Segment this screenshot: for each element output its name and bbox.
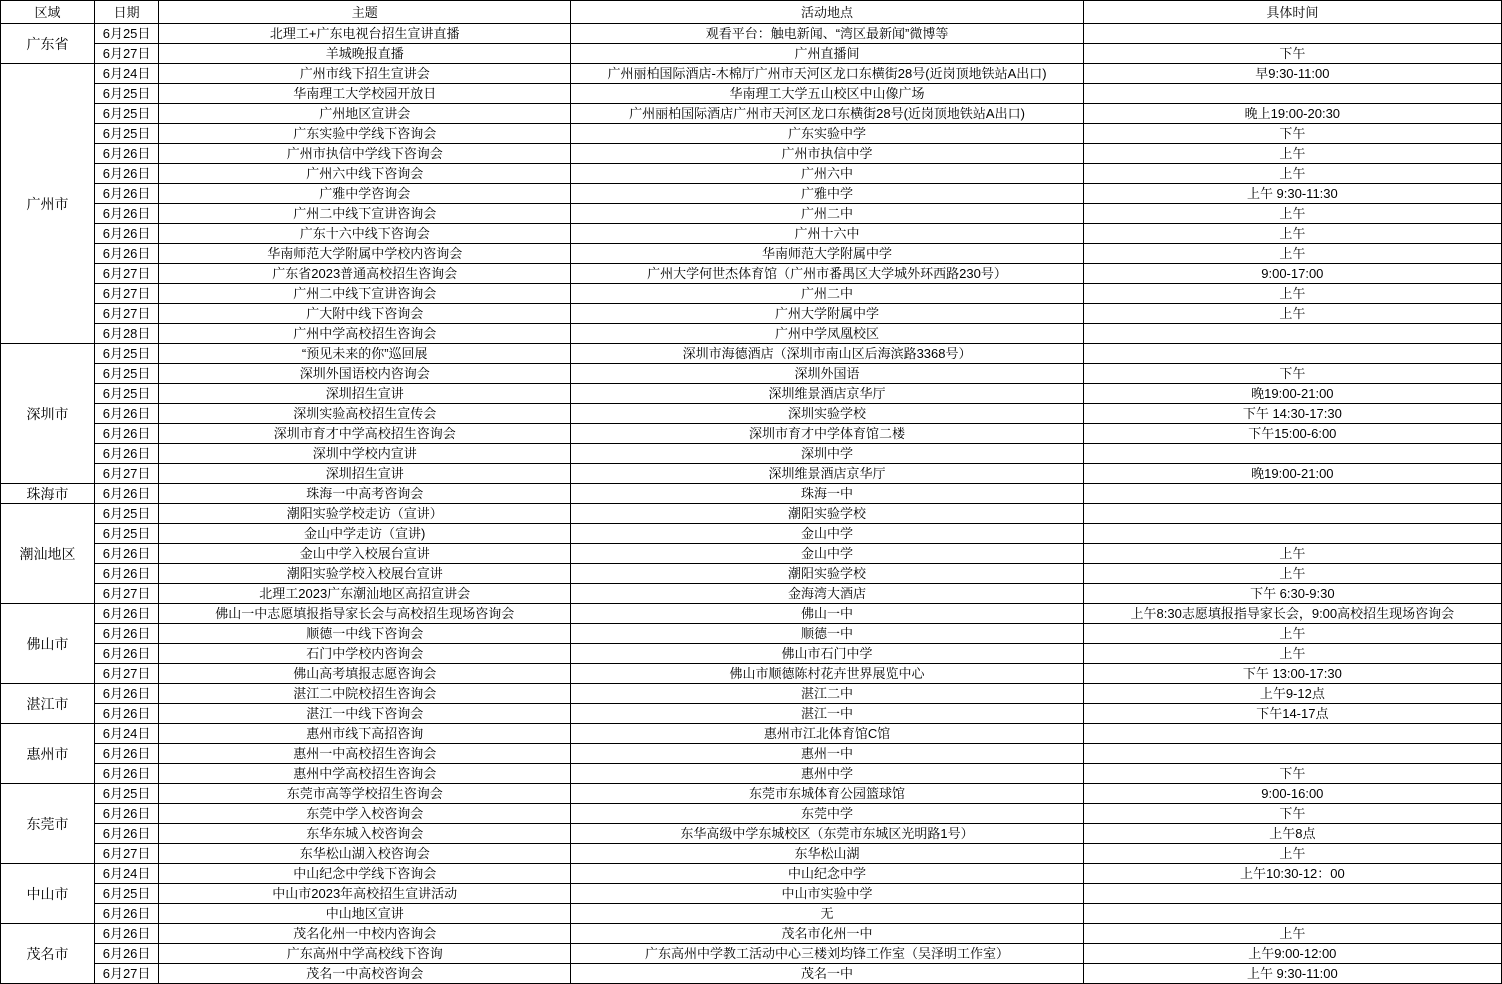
time-cell: 下午14-17点: [1083, 704, 1501, 724]
topic-cell: 深圳市育才中学高校招生咨询会: [159, 424, 571, 444]
place-cell: 广州大学何世杰体育馆（广州市番禺区大学城外环西路230号）: [571, 264, 1083, 284]
place-cell: 佛山市顺德陈村花卉世界展览中心: [571, 664, 1083, 684]
topic-cell: 惠州中学高校招生咨询会: [159, 764, 571, 784]
time-cell: 晚19:00-21:00: [1083, 464, 1501, 484]
date-cell: 6月27日: [95, 264, 159, 284]
date-cell: 6月25日: [95, 344, 159, 364]
date-cell: 6月26日: [95, 484, 159, 504]
table-row: [1, 724, 1502, 744]
time-cell: 上午8点: [1083, 824, 1501, 844]
place-cell: 茂名一中: [571, 964, 1083, 984]
topic-cell: 东华东城入校咨询会: [159, 824, 571, 844]
topic-cell: 潮阳实验学校入校展台宣讲: [159, 564, 571, 584]
time-cell: 9:00-17:00: [1083, 264, 1501, 284]
place-cell: 惠州一中: [571, 744, 1083, 764]
table-row: [1, 444, 1502, 464]
place-cell: 中山市实验中学: [571, 884, 1083, 904]
topic-cell: “预见未来的你”巡回展: [159, 344, 571, 364]
place-cell: 深圳市海德酒店（深圳市南山区后海滨路3368号）: [571, 344, 1083, 364]
table-row: [1, 404, 1502, 424]
topic-cell: 佛山高考填报志愿咨询会: [159, 664, 571, 684]
table-row: [1, 864, 1502, 884]
time-cell: 下午 14:30-17:30: [1083, 404, 1501, 424]
date-cell: 6月26日: [95, 704, 159, 724]
table-row: [1, 364, 1502, 384]
date-cell: 6月25日: [95, 124, 159, 144]
date-cell: 6月26日: [95, 224, 159, 244]
time-cell: 上午: [1083, 144, 1501, 164]
topic-cell: 茂名一中高校咨询会: [159, 964, 571, 984]
topic-cell: 羊城晚报直播: [159, 44, 571, 64]
place-cell: 金山中学: [571, 524, 1083, 544]
topic-cell: 广州中学高校招生咨询会: [159, 324, 571, 344]
topic-cell: 广州二中线下宣讲咨询会: [159, 204, 571, 224]
topic-cell: 深圳实验高校招生宣传会: [159, 404, 571, 424]
date-cell: 6月28日: [95, 324, 159, 344]
table-row: [1, 524, 1502, 544]
topic-cell: 广东高州中学高校线下咨询: [159, 944, 571, 964]
date-cell: 6月25日: [95, 24, 159, 44]
topic-cell: 东莞中学入校咨询会: [159, 804, 571, 824]
table-row: [1, 424, 1502, 444]
topic-cell: 佛山一中志愿填报指导家长会与高校招生现场咨询会: [159, 604, 571, 624]
date-cell: 6月25日: [95, 384, 159, 404]
topic-cell: 深圳中学校内宣讲: [159, 444, 571, 464]
region-cell: 深圳市: [1, 344, 95, 484]
table-row: [1, 764, 1502, 784]
date-cell: 6月26日: [95, 244, 159, 264]
topic-cell: 广东实验中学线下咨询会: [159, 124, 571, 144]
date-cell: 6月26日: [95, 804, 159, 824]
date-cell: 6月27日: [95, 964, 159, 984]
place-cell: 华南师范大学附属中学: [571, 244, 1083, 264]
time-cell: 下午 13:00-17:30: [1083, 664, 1501, 684]
table-row: [1, 224, 1502, 244]
topic-cell: 中山市2023年高校招生宣讲活动: [159, 884, 571, 904]
place-cell: 顺德一中: [571, 624, 1083, 644]
column-header-date: 日期: [95, 1, 159, 24]
table-row: [1, 104, 1502, 124]
place-cell: 广东实验中学: [571, 124, 1083, 144]
place-cell: 广州丽柏国际酒店广州市天河区龙口东横街28号(近岗顶地铁站A出口): [571, 104, 1083, 124]
topic-cell: 华南理工大学校园开放日: [159, 84, 571, 104]
date-cell: 6月26日: [95, 604, 159, 624]
topic-cell: 华南师范大学附属中学校内咨询会: [159, 244, 571, 264]
column-header-place: 活动地点: [571, 1, 1083, 24]
place-cell: 东莞中学: [571, 804, 1083, 824]
date-cell: 6月27日: [95, 304, 159, 324]
topic-cell: 惠州市线下高招咨询: [159, 724, 571, 744]
table-row: [1, 824, 1502, 844]
time-cell: [1083, 84, 1501, 104]
place-cell: 佛山一中: [571, 604, 1083, 624]
date-cell: 6月25日: [95, 84, 159, 104]
region-cell: 中山市: [1, 864, 95, 924]
table-row: [1, 244, 1502, 264]
place-cell: 广州二中: [571, 284, 1083, 304]
date-cell: 6月24日: [95, 724, 159, 744]
table-row: [1, 144, 1502, 164]
table-row: [1, 164, 1502, 184]
place-cell: 东莞市东城体育公园篮球馆: [571, 784, 1083, 804]
date-cell: 6月25日: [95, 364, 159, 384]
place-cell: 潮阳实验学校: [571, 504, 1083, 524]
place-cell: 东华松山湖: [571, 844, 1083, 864]
topic-cell: 北理工+广东电视台招生宣讲直播: [159, 24, 571, 44]
region-cell: 潮汕地区: [1, 504, 95, 604]
table-row: [1, 44, 1502, 64]
time-cell: 上午: [1083, 204, 1501, 224]
table-row: [1, 884, 1502, 904]
place-cell: 深圳维景酒店京华厅: [571, 384, 1083, 404]
table-row: [1, 344, 1502, 364]
place-cell: 广州丽柏国际酒店-木棉厅广州市天河区龙口东横街28号(近岗顶地铁站A出口): [571, 64, 1083, 84]
table-row: [1, 64, 1502, 84]
table-row: [1, 484, 1502, 504]
place-cell: 广州中学凤凰校区: [571, 324, 1083, 344]
time-cell: 下午15:00-6:00: [1083, 424, 1501, 444]
time-cell: [1083, 484, 1501, 504]
time-cell: [1083, 504, 1501, 524]
place-cell: 深圳外国语: [571, 364, 1083, 384]
time-cell: 上午 9:30-11:00: [1083, 964, 1501, 984]
time-cell: 9:00-16:00: [1083, 784, 1501, 804]
table-row: [1, 384, 1502, 404]
time-cell: [1083, 904, 1501, 924]
region-cell: 茂名市: [1, 924, 95, 984]
topic-cell: 广雅中学咨询会: [159, 184, 571, 204]
table-row: [1, 684, 1502, 704]
topic-cell: 石门中学校内咨询会: [159, 644, 571, 664]
topic-cell: 广州市线下招生宣讲会: [159, 64, 571, 84]
table-row: [1, 184, 1502, 204]
topic-cell: 广东十六中线下咨询会: [159, 224, 571, 244]
table-row: [1, 904, 1502, 924]
time-cell: 上午: [1083, 644, 1501, 664]
place-cell: 惠州中学: [571, 764, 1083, 784]
topic-cell: 湛江一中线下咨询会: [159, 704, 571, 724]
topic-cell: 深圳招生宣讲: [159, 464, 571, 484]
table-row: [1, 24, 1502, 44]
date-cell: 6月27日: [95, 44, 159, 64]
topic-cell: 茂名化州一中校内咨询会: [159, 924, 571, 944]
place-cell: 惠州市江北体育馆C馆: [571, 724, 1083, 744]
table-row: [1, 644, 1502, 664]
date-cell: 6月26日: [95, 444, 159, 464]
place-cell: 佛山市石门中学: [571, 644, 1083, 664]
date-cell: 6月24日: [95, 64, 159, 84]
topic-cell: 广州二中线下宣讲咨询会: [159, 284, 571, 304]
table-row: [1, 944, 1502, 964]
table-row: [1, 564, 1502, 584]
region-cell: 珠海市: [1, 484, 95, 504]
topic-cell: 广大附中线下咨询会: [159, 304, 571, 324]
place-cell: 广雅中学: [571, 184, 1083, 204]
time-cell: 下午: [1083, 124, 1501, 144]
topic-cell: 广州六中线下咨询会: [159, 164, 571, 184]
date-cell: 6月25日: [95, 104, 159, 124]
topic-cell: 顺德一中线下咨询会: [159, 624, 571, 644]
table-row: [1, 964, 1502, 984]
place-cell: 广东高州中学教工活动中心三楼刘均锋工作室（吴泽明工作室）: [571, 944, 1083, 964]
time-cell: 上午10:30-12：00: [1083, 864, 1501, 884]
place-cell: 金海湾大酒店: [571, 584, 1083, 604]
date-cell: 6月27日: [95, 844, 159, 864]
place-cell: 湛江二中: [571, 684, 1083, 704]
date-cell: 6月26日: [95, 824, 159, 844]
place-cell: 广州十六中: [571, 224, 1083, 244]
topic-cell: 中山纪念中学线下咨询会: [159, 864, 571, 884]
table-body: [1, 24, 1502, 984]
date-cell: 6月27日: [95, 584, 159, 604]
time-cell: 上午 9:30-11:30: [1083, 184, 1501, 204]
date-cell: 6月27日: [95, 284, 159, 304]
time-cell: 晚19:00-21:00: [1083, 384, 1501, 404]
time-cell: 上午: [1083, 304, 1501, 324]
date-cell: 6月26日: [95, 744, 159, 764]
table-row: [1, 504, 1502, 524]
date-cell: 6月26日: [95, 544, 159, 564]
region-cell: 广州市: [1, 64, 95, 344]
date-cell: 6月26日: [95, 404, 159, 424]
topic-cell: 广州地区宣讲会: [159, 104, 571, 124]
topic-cell: 中山地区宣讲: [159, 904, 571, 924]
time-cell: 上午: [1083, 564, 1501, 584]
region-cell: 湛江市: [1, 684, 95, 724]
table-row: [1, 284, 1502, 304]
time-cell: 下午 6:30-9:30: [1083, 584, 1501, 604]
date-cell: 6月26日: [95, 684, 159, 704]
time-cell: 下午: [1083, 364, 1501, 384]
table-row: [1, 584, 1502, 604]
time-cell: 上午9-12点: [1083, 684, 1501, 704]
date-cell: 6月26日: [95, 644, 159, 664]
table-row: [1, 924, 1502, 944]
place-cell: 广州直播间: [571, 44, 1083, 64]
date-cell: 6月26日: [95, 944, 159, 964]
place-cell: 深圳实验学校: [571, 404, 1083, 424]
table-row: [1, 124, 1502, 144]
date-cell: 6月26日: [95, 144, 159, 164]
time-cell: 下午: [1083, 804, 1501, 824]
table-row: [1, 744, 1502, 764]
table-row: [1, 464, 1502, 484]
time-cell: 下午: [1083, 44, 1501, 64]
place-cell: 无: [571, 904, 1083, 924]
topic-cell: 东华松山湖入校咨询会: [159, 844, 571, 864]
time-cell: 上午: [1083, 844, 1501, 864]
date-cell: 6月27日: [95, 664, 159, 684]
table-row: [1, 264, 1502, 284]
time-cell: [1083, 444, 1501, 464]
time-cell: 上午: [1083, 224, 1501, 244]
time-cell: 上午: [1083, 244, 1501, 264]
place-cell: 广州大学附属中学: [571, 304, 1083, 324]
table-row: [1, 804, 1502, 824]
date-cell: 6月25日: [95, 784, 159, 804]
topic-cell: 广州市执信中学线下咨询会: [159, 144, 571, 164]
date-cell: 6月26日: [95, 164, 159, 184]
date-cell: 6月26日: [95, 424, 159, 444]
date-cell: 6月26日: [95, 624, 159, 644]
region-cell: 惠州市: [1, 724, 95, 784]
date-cell: 6月25日: [95, 524, 159, 544]
date-cell: 6月26日: [95, 184, 159, 204]
topic-cell: 湛江二中院校招生咨询会: [159, 684, 571, 704]
table-header: [1, 1, 1502, 24]
topic-cell: 惠州一中高校招生咨询会: [159, 744, 571, 764]
table-row: [1, 84, 1502, 104]
date-cell: 6月26日: [95, 764, 159, 784]
time-cell: [1083, 724, 1501, 744]
topic-cell: 北理工2023广东潮汕地区高招宣讲会: [159, 584, 571, 604]
place-cell: 金山中学: [571, 544, 1083, 564]
time-cell: 上午: [1083, 624, 1501, 644]
table-row: [1, 204, 1502, 224]
table-row: [1, 624, 1502, 644]
topic-cell: 广东省2023普通高校招生咨询会: [159, 264, 571, 284]
date-cell: 6月24日: [95, 864, 159, 884]
region-cell: 东莞市: [1, 784, 95, 864]
table-row: [1, 704, 1502, 724]
place-cell: 广州二中: [571, 204, 1083, 224]
time-cell: 上午: [1083, 924, 1501, 944]
place-cell: 湛江一中: [571, 704, 1083, 724]
table-row: [1, 784, 1502, 804]
place-cell: 深圳市育才中学体育馆二楼: [571, 424, 1083, 444]
time-cell: [1083, 884, 1501, 904]
time-cell: [1083, 744, 1501, 764]
place-cell: 东华高级中学东城校区（东莞市东城区光明路1号）: [571, 824, 1083, 844]
place-cell: 广州市执信中学: [571, 144, 1083, 164]
column-header-time: 具体时间: [1083, 1, 1501, 24]
column-header-region: 区域: [1, 1, 95, 24]
time-cell: 晚上19:00-20:30: [1083, 104, 1501, 124]
place-cell: 广州六中: [571, 164, 1083, 184]
time-cell: 上午9:00-12:00: [1083, 944, 1501, 964]
date-cell: 6月25日: [95, 884, 159, 904]
time-cell: 早9:30-11:00: [1083, 64, 1501, 84]
place-cell: 深圳中学: [571, 444, 1083, 464]
topic-cell: 东莞市高等学校招生咨询会: [159, 784, 571, 804]
time-cell: 上午8:30志愿填报指导家长会，9:00高校招生现场咨询会: [1083, 604, 1501, 624]
place-cell: 珠海一中: [571, 484, 1083, 504]
date-cell: 6月25日: [95, 504, 159, 524]
table-row: [1, 304, 1502, 324]
time-cell: 上午: [1083, 544, 1501, 564]
table-row: [1, 664, 1502, 684]
topic-cell: 金山中学入校展台宣讲: [159, 544, 571, 564]
table-header-row: [1, 1, 1502, 24]
topic-cell: 金山中学走访（宣讲): [159, 524, 571, 544]
date-cell: 6月26日: [95, 904, 159, 924]
place-cell: 观看平台：触电新闻、“湾区最新闻”微博等: [571, 24, 1083, 44]
place-cell: 潮阳实验学校: [571, 564, 1083, 584]
time-cell: [1083, 324, 1501, 344]
date-cell: 6月27日: [95, 464, 159, 484]
date-cell: 6月26日: [95, 924, 159, 944]
place-cell: 深圳维景酒店京华厅: [571, 464, 1083, 484]
table-row: [1, 324, 1502, 344]
table-row: [1, 844, 1502, 864]
place-cell: 华南理工大学五山校区中山像广场: [571, 84, 1083, 104]
time-cell: 上午: [1083, 164, 1501, 184]
time-cell: [1083, 344, 1501, 364]
time-cell: [1083, 24, 1501, 44]
topic-cell: 潮阳实验学校走访（宣讲）: [159, 504, 571, 524]
topic-cell: 深圳外国语校内咨询会: [159, 364, 571, 384]
time-cell: [1083, 524, 1501, 544]
time-cell: 上午: [1083, 284, 1501, 304]
table-row: [1, 604, 1502, 624]
column-header-topic: 主题: [159, 1, 571, 24]
table-row: [1, 544, 1502, 564]
time-cell: 下午: [1083, 764, 1501, 784]
date-cell: 6月26日: [95, 564, 159, 584]
topic-cell: 珠海一中高考咨询会: [159, 484, 571, 504]
region-cell: 佛山市: [1, 604, 95, 684]
date-cell: 6月26日: [95, 204, 159, 224]
topic-cell: 深圳招生宣讲: [159, 384, 571, 404]
place-cell: 茂名市化州一中: [571, 924, 1083, 944]
region-cell: 广东省: [1, 24, 95, 64]
place-cell: 中山纪念中学: [571, 864, 1083, 884]
